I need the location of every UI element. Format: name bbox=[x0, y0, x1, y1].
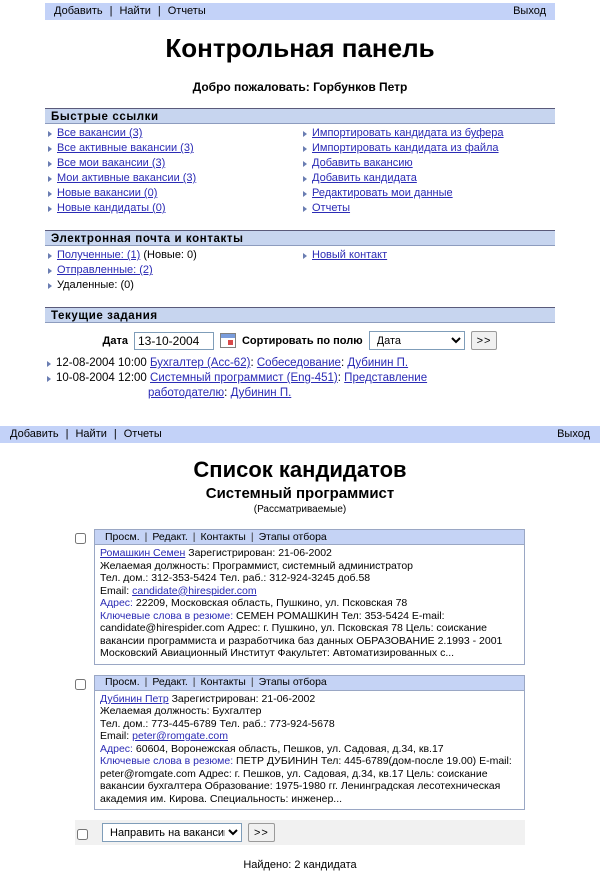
nav-separator: | bbox=[144, 530, 148, 543]
list-item bbox=[300, 201, 555, 216]
candidate-list-subtitle: Системный программист bbox=[205, 485, 395, 502]
phone-home-value: 312-353-5424 bbox=[151, 572, 217, 584]
task-date: 12-08-2004 bbox=[56, 357, 115, 369]
current-tasks-header: Текущие задания bbox=[45, 307, 555, 323]
candidate-name-row bbox=[100, 693, 519, 706]
task-vacancy-link[interactable]: Системный программист (Eng-451) bbox=[150, 372, 338, 384]
task-row bbox=[45, 356, 555, 371]
email-row bbox=[100, 730, 519, 743]
candidate-select-checkbox[interactable] bbox=[75, 533, 86, 544]
nav-separator: | bbox=[113, 428, 117, 440]
candidate-name-link[interactable]: Дубинин Петр bbox=[100, 692, 169, 705]
results-count: Найдено: 2 кандидата bbox=[243, 859, 357, 871]
task-colon: : bbox=[337, 372, 341, 384]
mail-right-column bbox=[300, 248, 555, 293]
welcome-message bbox=[0, 80, 600, 94]
welcome-username: Горбунков Петр bbox=[313, 80, 408, 94]
list-item bbox=[45, 186, 300, 201]
candidate-card bbox=[94, 529, 525, 665]
welcome-label: Добро пожаловать: bbox=[192, 80, 310, 94]
task-time: 10:00 bbox=[118, 357, 147, 369]
phone-work-value: 773-924-5678 bbox=[269, 717, 335, 730]
mail-contacts-panel bbox=[45, 230, 555, 293]
list-item bbox=[45, 171, 300, 186]
candidate-details bbox=[95, 545, 524, 664]
card-action-contacts[interactable]: Контакты bbox=[200, 676, 246, 688]
list-item bbox=[45, 156, 300, 171]
nav-separator: | bbox=[109, 5, 113, 17]
email-row bbox=[100, 585, 519, 598]
email-label: Email: bbox=[100, 730, 130, 742]
keywords-label: Ключевые слова в резюме: bbox=[100, 609, 234, 622]
task-vacancy-link[interactable]: Бухгалтер (Acc-62) bbox=[150, 357, 251, 369]
bulk-action-go-button[interactable]: >> bbox=[248, 823, 275, 842]
candidate-details bbox=[95, 691, 524, 810]
nav-item-logout[interactable]: Выход bbox=[557, 428, 590, 440]
keywords-value: ПЕТР ДУБИНИН Тел: 445-6789(дом-после 19.00) E-mail: peter@romgate.com Адрес: г. Пешков, ул. Садовая, д.34, кв.17 Цель: соискание вакансии бухгалтера Образование: 1975-1980 гг. Ленинградская лесотехническая академия им. Кирова. Специальность: инженер... bbox=[100, 755, 512, 805]
candidate-name-link[interactable]: Ромашкин Семен bbox=[100, 547, 186, 559]
task-stage-link[interactable]: Представление bbox=[344, 372, 428, 384]
quick-link-all-vacancies[interactable]: Все вакансии (3) bbox=[57, 127, 143, 139]
task-colon: : bbox=[224, 387, 228, 399]
nav-item-reports[interactable]: Отчеты bbox=[123, 428, 162, 440]
candidate-card bbox=[94, 675, 525, 811]
keywords-value: СЕМЕН РОМАШКИН Тел: 353-5424 E-mail: candidate@hirespider.com Адрес: г. Пушкино, ул. Псковская 78 Цель: соискание вакансии программиста и разработчика баз данных ОБРАЗОВАНИЕ 2.1993 - 2001 Московский Авиационный Институт Факультет: Автоматизированных с... bbox=[100, 609, 503, 659]
nav-item-add[interactable]: Добавить bbox=[54, 5, 103, 17]
task-filter-bar bbox=[45, 325, 555, 356]
candidate-name-row bbox=[100, 547, 519, 560]
list-item bbox=[300, 186, 555, 201]
secondary-navbar bbox=[0, 426, 600, 443]
candidate-card-actions bbox=[95, 530, 524, 545]
quick-link-edit-my-data[interactable]: Редактировать мои данные bbox=[312, 187, 453, 199]
quick-link-my-active-vacancies[interactable]: Мои активные вакансии (3) bbox=[57, 172, 197, 184]
dashboard-page bbox=[0, 3, 600, 405]
registered-date: 21-06-2002 bbox=[261, 692, 316, 705]
address-label: Адрес: bbox=[100, 742, 133, 755]
mail-left-column bbox=[45, 248, 300, 293]
sort-label: Сортировать по полю bbox=[241, 334, 363, 347]
top-navbar bbox=[45, 3, 555, 20]
list-item bbox=[300, 141, 555, 156]
task-stage-link-cont[interactable]: работодателю bbox=[148, 387, 225, 399]
nav-separator: | bbox=[250, 676, 254, 688]
quick-link-new-vacancies[interactable]: Новые вакансии (0) bbox=[57, 187, 158, 199]
task-date: 10-08-2004 bbox=[56, 372, 115, 384]
list-item bbox=[45, 141, 300, 156]
card-action-selection-stages[interactable]: Этапы отбора bbox=[258, 676, 327, 688]
mail-received-new-count: (Новые: 0) bbox=[143, 249, 197, 261]
card-action-contacts[interactable]: Контакты bbox=[200, 530, 246, 543]
page-title: Контрольная панель bbox=[165, 33, 435, 63]
sort-select[interactable] bbox=[369, 331, 465, 350]
keywords-row bbox=[100, 755, 519, 805]
mail-contacts-header: Электронная почта и контакты bbox=[45, 230, 555, 246]
phones-row bbox=[100, 572, 519, 585]
card-action-edit[interactable]: Редакт. bbox=[152, 676, 188, 688]
navbar-links bbox=[54, 3, 206, 20]
phone-home-label: Тел. дом.: bbox=[100, 572, 149, 584]
quick-links-panel bbox=[45, 108, 555, 216]
card-action-view[interactable]: Просм. bbox=[105, 530, 140, 543]
candidate-list-note: (Рассматриваемые) bbox=[253, 504, 347, 515]
candidate-row bbox=[75, 529, 525, 665]
list-item bbox=[45, 278, 300, 293]
page-separator bbox=[0, 405, 600, 426]
nav-item-find[interactable]: Найти bbox=[75, 428, 107, 440]
list-item bbox=[45, 126, 300, 141]
quick-link-reports[interactable]: Отчеты bbox=[312, 202, 351, 214]
nav-separator: | bbox=[250, 530, 254, 543]
mail-link-sent[interactable]: Отправленные: (2) bbox=[57, 264, 153, 276]
phones-row bbox=[100, 718, 519, 731]
date-label: Дата bbox=[102, 334, 128, 347]
list-item bbox=[300, 248, 555, 263]
desired-position-row bbox=[100, 560, 519, 573]
desired-position-row bbox=[100, 705, 519, 718]
nav-separator: | bbox=[192, 530, 196, 543]
keywords-row bbox=[100, 610, 519, 660]
nav-separator: | bbox=[192, 676, 196, 688]
tasks-go-button[interactable]: >> bbox=[471, 331, 498, 350]
list-item bbox=[45, 248, 300, 263]
mail-deleted-count: Удаленные: (0) bbox=[57, 279, 134, 291]
desired-position-label: Желаемая должность: bbox=[100, 705, 210, 717]
bulk-action-select[interactable] bbox=[102, 823, 242, 842]
phone-home-value: 773-445-6789 bbox=[151, 717, 217, 730]
bulk-action-bar bbox=[75, 820, 525, 845]
candidate-card-actions bbox=[95, 676, 524, 691]
email-label: Email: bbox=[100, 584, 130, 597]
email-link[interactable]: peter@romgate.com bbox=[132, 730, 228, 742]
navbar-links bbox=[10, 426, 162, 443]
nav-item-logout[interactable]: Выход bbox=[513, 5, 546, 17]
task-colon: : bbox=[340, 357, 345, 369]
quick-link-all-active-vacancies[interactable]: Все активные вакансии (3) bbox=[57, 142, 194, 154]
quick-link-import-candidate-file[interactable]: Импортировать кандидата из файла bbox=[312, 142, 499, 154]
list-item bbox=[300, 126, 555, 141]
new-contact-link[interactable]: Новый контакт bbox=[312, 249, 388, 261]
registered-label: Зарегистрирован: bbox=[188, 547, 276, 559]
task-person-link[interactable]: Дубинин П. bbox=[230, 387, 292, 399]
quick-link-add-vacancy[interactable]: Добавить вакансию bbox=[312, 157, 413, 169]
nav-item-reports[interactable]: Отчеты bbox=[167, 5, 206, 17]
task-stage-link[interactable]: Собеседование bbox=[256, 357, 341, 369]
quick-link-add-candidate[interactable]: Добавить кандидата bbox=[312, 172, 417, 184]
desired-position-value: Программист, системный администратор bbox=[212, 559, 414, 572]
desired-position-value: Бухгалтер bbox=[212, 705, 262, 717]
quick-links-left-column bbox=[45, 126, 300, 216]
email-link[interactable]: candidate@hirespider.com bbox=[132, 584, 257, 597]
card-action-edit[interactable]: Редакт. bbox=[152, 530, 188, 543]
current-tasks-panel bbox=[45, 307, 555, 405]
date-input[interactable] bbox=[134, 332, 214, 350]
quick-links-right-column bbox=[300, 126, 555, 216]
list-item bbox=[300, 156, 555, 171]
address-label: Адрес: bbox=[100, 597, 133, 609]
task-row bbox=[45, 371, 555, 401]
candidate-select-checkbox[interactable] bbox=[75, 679, 86, 690]
calendar-icon[interactable] bbox=[220, 333, 236, 348]
nav-separator: | bbox=[65, 428, 69, 440]
desired-position-label: Желаемая должность: bbox=[100, 559, 210, 572]
candidate-list-title: Список кандидатов bbox=[193, 457, 407, 482]
quick-link-import-candidate-clipboard[interactable]: Импортировать кандидата из буфера bbox=[312, 127, 504, 139]
candidate-row bbox=[75, 675, 525, 811]
quick-link-all-my-vacancies[interactable]: Все мои вакансии (3) bbox=[57, 157, 166, 169]
nav-item-add[interactable]: Добавить bbox=[10, 428, 59, 440]
candidate-cards bbox=[75, 529, 525, 810]
registered-label: Зарегистрирован: bbox=[171, 692, 259, 705]
address-row bbox=[100, 597, 519, 610]
phone-work-label: Тел. раб.: bbox=[219, 572, 267, 584]
task-colon: : bbox=[250, 357, 254, 369]
nav-item-find[interactable]: Найти bbox=[119, 5, 151, 17]
mail-link-received[interactable]: Полученные: (1) bbox=[57, 249, 141, 261]
task-person-link[interactable]: Дубинин П. bbox=[347, 357, 409, 369]
task-list bbox=[45, 356, 555, 405]
nav-separator: | bbox=[144, 676, 148, 688]
phone-home-label: Тел. дом.: bbox=[100, 717, 149, 730]
keywords-label: Ключевые слова в резюме: bbox=[100, 755, 234, 767]
address-row bbox=[100, 743, 519, 756]
nav-separator: | bbox=[157, 5, 161, 17]
list-item bbox=[45, 263, 300, 278]
select-all-checkbox[interactable] bbox=[77, 829, 88, 840]
card-action-view[interactable]: Просм. bbox=[105, 676, 140, 688]
address-value: 60604, Воронежская область, Пешков, ул. Садовая, д.34, кв.17 bbox=[135, 742, 444, 755]
registered-date: 21-06-2002 bbox=[278, 547, 332, 559]
list-item bbox=[45, 201, 300, 216]
quick-links-header: Быстрые ссылки bbox=[45, 108, 555, 124]
card-action-selection-stages[interactable]: Этапы отбора bbox=[258, 530, 327, 543]
address-value: 22209, Московская область, Пушкино, ул. Псковская 78 bbox=[135, 597, 408, 609]
quick-link-new-candidates[interactable]: Новые кандидаты (0) bbox=[57, 202, 166, 214]
phone-work-value: 312-924-3245 доб.58 bbox=[269, 572, 371, 584]
task-time: 12:00 bbox=[118, 372, 147, 384]
list-item bbox=[300, 171, 555, 186]
phone-work-label: Тел. раб.: bbox=[219, 717, 267, 730]
candidate-list-page bbox=[0, 426, 600, 871]
